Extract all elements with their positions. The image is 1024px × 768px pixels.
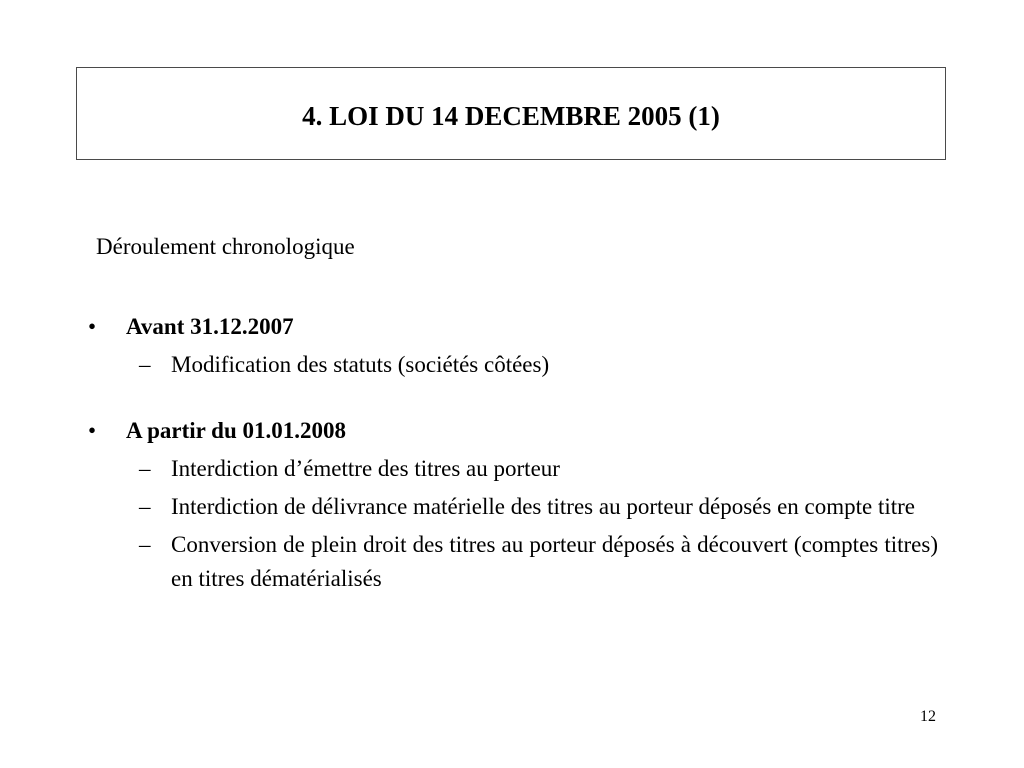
sub-item-text: Interdiction de délivrance matérielle des titres au porteur déposés en compte titre xyxy=(171,494,916,519)
sub-item-text: Modification des statuts (sociétés côtées) xyxy=(171,352,550,377)
slide-subtitle: Déroulement chronologique xyxy=(96,234,355,259)
bullet-item xyxy=(88,414,938,596)
sub-item xyxy=(126,528,938,596)
sub-item-text: Interdiction d’émettre des titres au porteur xyxy=(171,456,560,481)
page-number: 12 xyxy=(920,708,936,725)
bullet-heading-row xyxy=(88,414,938,448)
sub-item xyxy=(126,348,938,382)
slide-title: 4. LOI DU 14 DECEMBRE 2005 (1) xyxy=(302,101,720,131)
bullet-item xyxy=(88,310,938,382)
bullet-marker: • xyxy=(88,418,97,443)
bullet-heading-row xyxy=(88,310,938,344)
bullet-list xyxy=(88,310,938,596)
title-box xyxy=(76,67,946,160)
bullet-marker: • xyxy=(88,314,97,339)
sub-item-text: Conversion de plein droit des titres au porteur déposés à découvert (comptes titres) en titres dématérialisés xyxy=(171,532,938,591)
sub-item-marker: – xyxy=(139,532,151,557)
bullet-heading: A partir du 01.01.2008 xyxy=(126,418,347,443)
sub-item-marker: – xyxy=(139,494,151,519)
sub-item xyxy=(126,490,938,524)
sub-item-marker: – xyxy=(139,352,151,377)
bullet-heading: Avant 31.12.2007 xyxy=(126,314,294,339)
sub-item-marker: – xyxy=(139,456,151,481)
sub-item xyxy=(126,452,938,486)
